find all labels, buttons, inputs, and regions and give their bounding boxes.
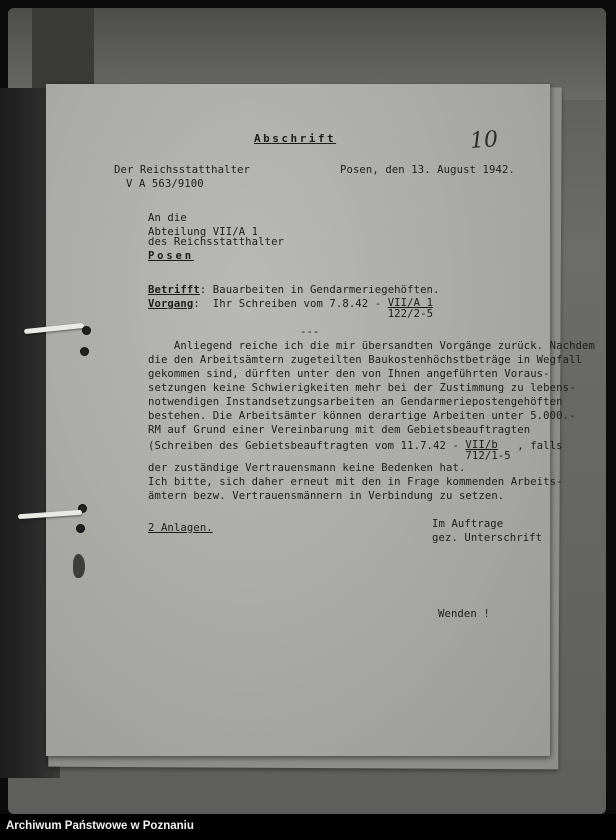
folio-number: 10 xyxy=(469,127,499,154)
subject-line xyxy=(148,284,440,297)
body-line: Ich bitte, sich daher erneut mit den in Frage kommenden Arbeits- xyxy=(148,476,563,488)
addressee-city: Posen xyxy=(148,250,194,262)
signature-line: gez. Unterschrift xyxy=(432,532,543,544)
sender-name: Der Reichsstatthalter xyxy=(114,164,251,176)
body-line: setzungen keine Schwierigkeiten mehr bei der Zustimmung zu lebens- xyxy=(148,382,576,394)
document-page xyxy=(46,84,595,756)
body-text: , falls xyxy=(510,440,563,452)
turn-over-note: Wenden ! xyxy=(438,608,490,620)
body-line: ämtern bezw. Vertrauensmännern in Verbindung zu setzen. xyxy=(148,490,505,502)
subject-text: : Bauarbeiten in Gendarmeriegehöften. xyxy=(199,284,440,296)
reference-label: Vorgang xyxy=(148,298,194,310)
body-line: RM auf Grund einer Vereinbarung mit dem Gebietsbeauftragten xyxy=(148,424,531,436)
body-line: die den Arbeitsämtern zugeteilten Baukostenhöchstbeträge in Wegfall xyxy=(148,354,583,366)
reference-text: : Ihr Schreiben vom 7.8.42 - xyxy=(193,298,388,310)
body-ref-den: 712/1-5 xyxy=(465,450,511,462)
addressee-line: des Reichsstatthalter xyxy=(148,236,285,248)
reference-num: VII/A 1 xyxy=(387,297,434,309)
reference-number xyxy=(388,298,433,320)
punch-hole xyxy=(80,347,89,356)
sender-reference: V A 563/9100 xyxy=(126,178,204,190)
body-line: Anliegend reiche ich die mir übersandten Vorgänge zurück. Nachdem xyxy=(148,340,595,352)
addressee-line: An die xyxy=(148,212,187,224)
caption-bar xyxy=(0,814,616,840)
enclosures: 2 Anlagen. xyxy=(148,522,213,534)
archive-caption: Archiwum Państwowe w Poznaniu xyxy=(6,820,194,832)
body-line: der zuständige Vertrauensmann keine Bedenken hat. xyxy=(148,462,466,474)
subject-label: Betrifft xyxy=(148,284,200,296)
reference-den: 122/2-5 xyxy=(387,308,434,320)
body-line: bestehen. Die Arbeitsämter können derartige Arbeiten unter 5.000.- xyxy=(148,410,576,422)
addressee-line: Abteilung VII/A 1 xyxy=(148,226,259,238)
body-line: notwendigen Instandsetzungsarbeiten an Gendarmeriepostengehöften xyxy=(148,396,563,408)
ink-stain xyxy=(73,554,85,578)
body-ref-num: VII/b xyxy=(465,439,498,451)
body-line-fraction xyxy=(148,440,563,462)
document-heading: Abschrift xyxy=(254,132,337,145)
body-line: gekommen sind, dürften unter den von Ihnen angeführten Voraus- xyxy=(148,368,550,380)
place-date: Posen, den 13. August 1942. xyxy=(340,164,515,176)
body-reference-number xyxy=(465,440,510,462)
punch-hole xyxy=(76,524,85,533)
punch-hole xyxy=(82,326,91,335)
body-text: (Schreiben des Gebietsbeauftragten vom 11.7.42 - xyxy=(148,440,466,452)
signature-line: Im Auftrage xyxy=(432,518,504,530)
separator: --- xyxy=(300,326,320,338)
reference-line xyxy=(148,298,433,320)
